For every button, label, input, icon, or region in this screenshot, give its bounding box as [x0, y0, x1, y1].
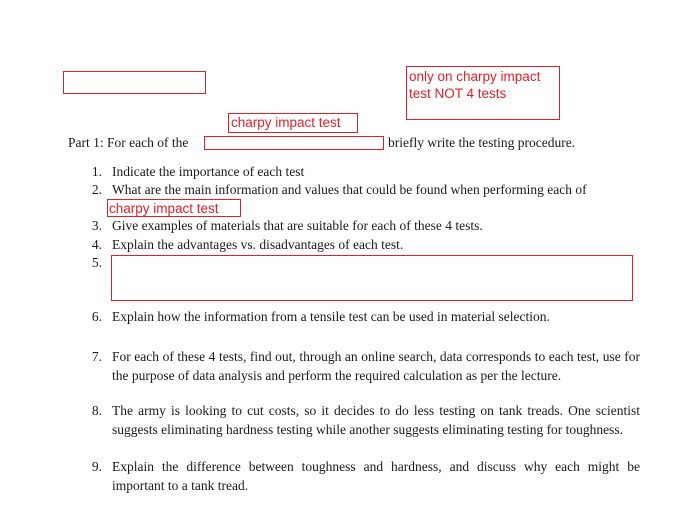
list-item: Give examples of materials that are suitable for each of these 4 tests. — [112, 218, 483, 233]
item-number: 5. — [91, 255, 102, 270]
note-annotation-line1: only on charpy impact — [409, 69, 541, 84]
item-number: 4. — [91, 237, 102, 252]
item-number: 6. — [91, 309, 102, 324]
item5-redaction-box — [111, 255, 633, 301]
item-number: 8. — [91, 403, 102, 418]
item-number: 9. — [91, 459, 102, 474]
item-number: 7. — [91, 349, 102, 364]
item-number: 3. — [91, 218, 102, 233]
note-annotation-line2: test NOT 4 tests — [409, 86, 507, 101]
list-item: Explain the difference between toughness and hardness, and discuss why each might be important to a tank tread. — [112, 459, 640, 493]
charpy-label-item2: charpy impact test — [109, 201, 219, 216]
list-item: For each of these 4 tests, find out, through an online search, data corresponds to each test, use for the purpose of data analysis and perform the required calculation as per the lecture. — [112, 349, 640, 383]
part1-redaction-box — [204, 136, 384, 150]
list-item: Explain the advantages vs. disadvantages of each test. — [112, 237, 404, 252]
charpy-label-top: charpy impact test — [231, 115, 341, 130]
item-number: 1. — [91, 164, 102, 179]
list-item: Explain how the information from a tensile test can be used in material selection. — [112, 309, 550, 324]
list-item: Indicate the importance of each test — [112, 164, 305, 179]
list-item: What are the main information and values that could be found when performing each of — [112, 182, 587, 197]
empty-annotation-box — [63, 71, 206, 94]
part1-suffix: briefly write the testing procedure. — [388, 135, 576, 150]
obscured-text-fragments — [116, 300, 306, 303]
part1-prefix: Part 1: For each of the — [68, 135, 189, 150]
list-item: The army is looking to cut costs, so it decides to do less testing on tank treads. One scientist suggests eliminating hardness testing while another suggests eliminating testing for toughness. — [112, 403, 640, 437]
item-number: 2. — [91, 182, 102, 197]
